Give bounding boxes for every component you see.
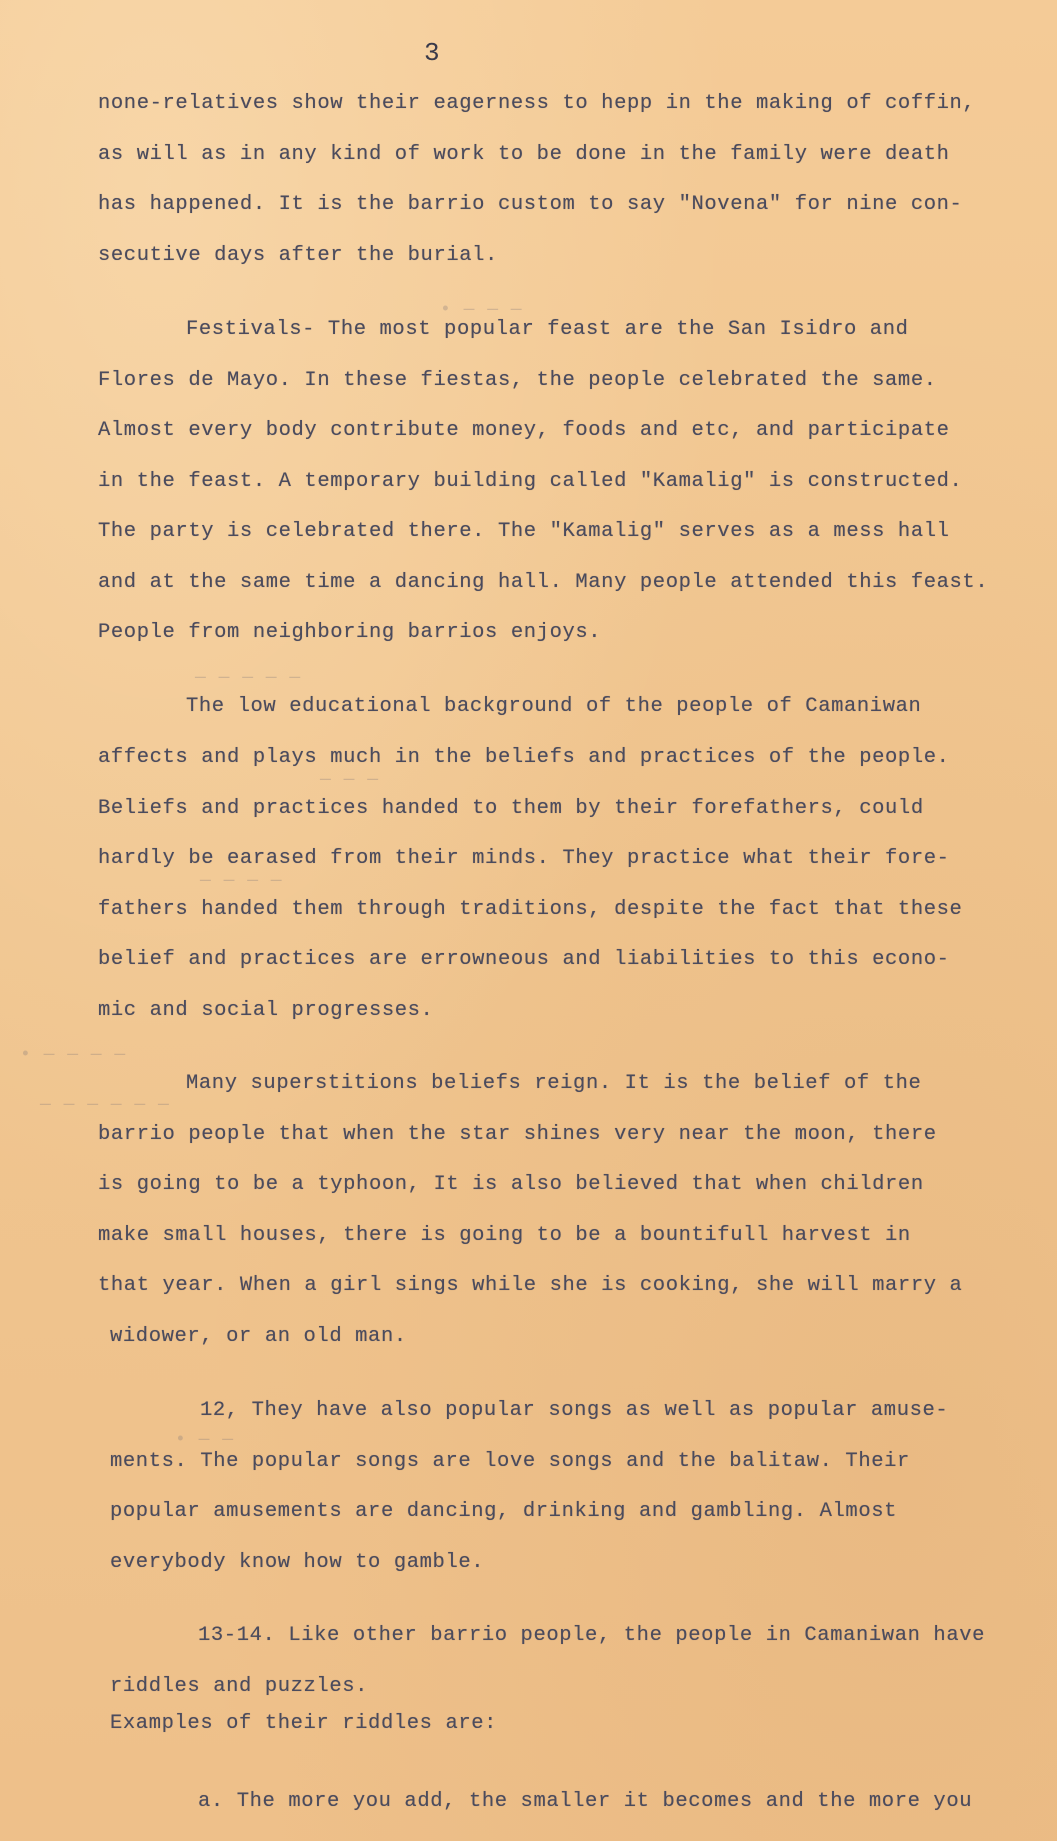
text-line: Flores de Mayo. In these fiestas, the people celebrated the same. <box>98 369 937 392</box>
text-line: riddles and puzzles. <box>110 1675 369 1698</box>
text-line: People from neighboring barrios enjoys. <box>98 621 602 644</box>
text-line: make small houses, there is going to be a bountifull harvest in <box>98 1224 911 1247</box>
text-line: has happened. It is the barrio custom to say "Novena" for nine con- <box>98 193 963 216</box>
text-line: 12, They have also popular songs as well as popular amuse- <box>200 1399 949 1422</box>
bleed-through-mark: — — — <box>320 770 380 790</box>
text-line: in the feast. A temporary building called "Kamalig" is constructed. <box>98 470 963 493</box>
text-line: ments. The popular songs are love songs and the balitaw. Their <box>110 1450 910 1473</box>
bleed-through-mark: • — — <box>175 1430 235 1450</box>
text-line: widower, or an old man. <box>110 1325 407 1348</box>
text-line: Almost every body contribute money, foods and etc, and participate <box>98 419 950 442</box>
text-line: affects and plays much in the beliefs and practices of the people. <box>98 746 950 769</box>
text-line: and at the same time a dancing hall. Many people attended this feast. <box>98 571 989 594</box>
text-line: none-relatives show their eagerness to hepp in the making of coffin, <box>98 92 976 115</box>
text-line: barrio people that when the star shines very near the moon, there <box>98 1123 937 1146</box>
text-line: secutive days after the burial. <box>98 244 498 267</box>
text-line: mic and social progresses. <box>98 999 434 1022</box>
bleed-through-mark: • — — — <box>440 300 523 320</box>
text-line: fathers handed them through traditions, despite the fact that these <box>98 898 963 921</box>
text-line: is going to be a typhoon, It is also believed that when children <box>98 1173 924 1196</box>
text-line: Beliefs and practices handed to them by their forefathers, could <box>98 797 924 820</box>
bleed-through-mark: — — — — <box>200 871 283 891</box>
text-line: The low educational background of the people of Camaniwan <box>186 695 922 718</box>
text-line: Examples of their riddles are: <box>110 1712 498 1735</box>
text-line: as will as in any kind of work to be done in the family were death <box>98 143 950 166</box>
text-line: The party is celebrated there. The "Kamalig" serves as a mess hall <box>98 520 950 543</box>
page-number: 3 <box>424 38 440 68</box>
text-line: everybody know how to gamble. <box>110 1551 485 1574</box>
bleed-through-mark: — — — — — — <box>40 1095 170 1115</box>
text-line: hardly be earased from their minds. They practice what their fore- <box>98 847 950 870</box>
text-line: that year. When a girl sings while she is cooking, she will marry a <box>98 1274 963 1297</box>
text-line: Many superstitions beliefs reign. It is the belief of the <box>186 1072 922 1095</box>
text-line: a. The more you add, the smaller it becomes and the more you <box>198 1790 973 1813</box>
text-line: belief and practices are errowneous and liabilities to this econo- <box>98 948 950 971</box>
text-line: 13-14. Like other barrio people, the people in Camaniwan have <box>198 1624 986 1647</box>
bleed-through-mark: • — — — — <box>20 1045 127 1065</box>
bleed-through-mark: — — — — — <box>195 668 302 688</box>
text-line: popular amusements are dancing, drinking and gambling. Almost <box>110 1500 898 1523</box>
text-line: Festivals- The most popular feast are the San Isidro and <box>186 318 909 341</box>
